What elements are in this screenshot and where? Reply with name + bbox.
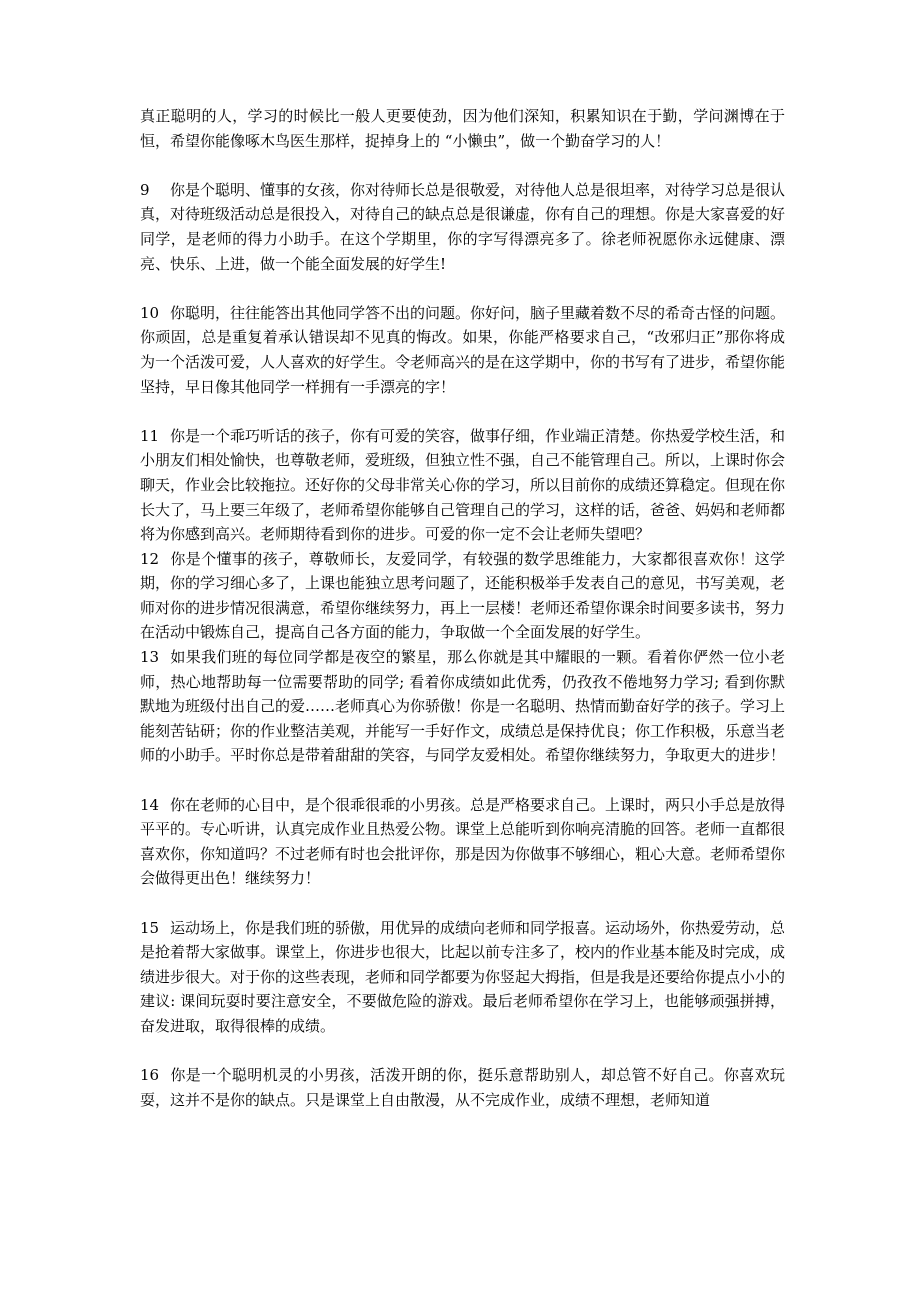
paragraph-13 xyxy=(140,645,785,768)
paragraph-15 xyxy=(140,916,785,1039)
paragraph-number: 14 xyxy=(140,795,160,814)
paragraph-text: 如果我们班的每位同学都是夜空的繁星，那么你就是其中耀眼的一颗。看着你俨然一位小老师，热心地帮助每一位需要帮助的同学; 看着你成绩如此优秀，仍孜孜不倦地努力学习; 看到你默默地为班级付出自己的爱……老师真心为你骄傲！你是一名聪明、热情而勤奋好学的孩子。学习上能刻苦钻研；你的作业整洁美观，并能写一手好作文，成绩总是保持优良；你工作积极，乐意当老师的小助手。平时你总是带着甜甜的笑容，与同学友爱相处。希望你继续努力，争取更大的进步！ xyxy=(140,648,786,765)
paragraph-number: 11 xyxy=(140,426,160,445)
paragraph-14 xyxy=(140,793,785,891)
paragraph-number: 13 xyxy=(140,648,160,667)
paragraph-text: 你是个聪明、懂事的女孩，你对待师长总是很敬爱，对待他人总是很坦率，对待学习总是很认真，对待班级活动总是很投入，对待自己的缺点总是很谦虚，你有自己的理想。你是大家喜爱的好同学，是老师的得力小助手。在这个学期里，你的字写得漂亮多了。徐老师祝愿你永远健康、漂亮、快乐、上进，做一个能全面发展的好学生! xyxy=(140,180,786,273)
paragraph-text: 你是一个乖巧听话的孩子，你有可爱的笑容，做事仔细，作业端正清楚。你热爱学校生活，和小朋友们相处愉快，也尊敬老师，爱班级，但独立性不强，自己不能管理自己。所以，上课时你会聊天，作业会比较拖拉。还好你的父母非常关心你的学习，所以目前你的成绩还算稳定。但现在你长大了，马上要三年级了，老师希望你能够自己管理自己的学习，这样的话，爸爸、妈妈和老师都将为你感到高兴。老师期待看到你的进步。可爱的你一定不会让老师失望吧？ xyxy=(140,426,786,544)
paragraph-number: 9 xyxy=(140,180,150,199)
paragraph-text: 你是个懂事的孩子，尊敬师长，友爱同学，有较强的数学思维能力，大家都很喜欢你！这学期，你的学习细心多了，上课也能独立思考问题了，还能积极举手发表自己的意见，书写美观，老师对你的进步情况很满意，希望你继续努力，再上一层楼！老师还希望你课余时间要多读书，努力在活动中锻炼自己，提高自己各方面的能力，争取做一个全面发展的好学生。 xyxy=(140,549,786,642)
paragraph-text: 你在老师的心目中，是个很乖很乖的小男孩。总是严格要求自己。上课时，两只小手总是放得平平的。专心听讲，认真完成作业且热爱公物。课堂上总能听到你响亮清脆的回答。老师一直都很喜欢你，你知道吗？不过老师有时也会批评你，那是因为你做事不够细心，粗心大意。老师希望你会做得更出色！继续努力！ xyxy=(140,795,786,888)
paragraph-number: 12 xyxy=(140,549,160,568)
paragraph-12 xyxy=(140,547,785,645)
paragraph-intro xyxy=(140,104,785,153)
paragraph-10 xyxy=(140,301,785,399)
document-page xyxy=(140,104,785,1112)
paragraph-number: 16 xyxy=(140,1066,160,1085)
paragraph-text: 你是一个聪明机灵的小男孩，活泼开朗的你，挺乐意帮助别人，却总管不好自己。你喜欢玩耍，这并不是你的缺点。只是课堂上自由散漫，从不完成作业，成绩不理想，老师知道 xyxy=(140,1066,785,1109)
paragraph-text: 你聪明，往往能答出其他同学答不出的问题。你好问，脑子里藏着数不尽的希奇古怪的问题。你顽固，总是重复着承认错误却不见真的悔改。如果，你能严格要求自己，“改邪归正”那你将成为一个活泼可爱，人人喜欢的好学生。令老师高兴的是在这学期中，你的书写有了进步，希望你能坚持，早日像其他同学一样拥有一手漂亮的字！ xyxy=(140,303,786,396)
paragraph-number: 15 xyxy=(140,918,160,937)
paragraph-text: 真正聪明的人，学习的时候比一般人更要使劲，因为他们深知，积累知识在于勤，学问渊博在于恒，希望你能像啄木鸟医生那样，捉掉身上的 “小懒虫”，做一个勤奋学习的人！ xyxy=(140,107,785,150)
paragraph-number: 10 xyxy=(140,303,160,322)
paragraph-16 xyxy=(140,1063,785,1112)
paragraph-9 xyxy=(140,178,785,276)
paragraph-text: 运动场上，你是我们班的骄傲，用优异的成绩向老师和同学报喜。运动场外，你热爱劳动，总是抢着帮大家做事。课堂上，你进步也很大，比起以前专注多了，校内的作业基本能及时完成，成绩进步很大。对于你的这些表现，老师和同学都要为你竖起大拇指，但是我是还要给你提点小小的建议: 课间玩耍时要注意安全，不要做危险的游戏。最后老师希望你在学习上，也能够顽强拼搏，奋发进取，取得很棒的成绩。 xyxy=(140,918,786,1035)
paragraph-11 xyxy=(140,424,785,547)
